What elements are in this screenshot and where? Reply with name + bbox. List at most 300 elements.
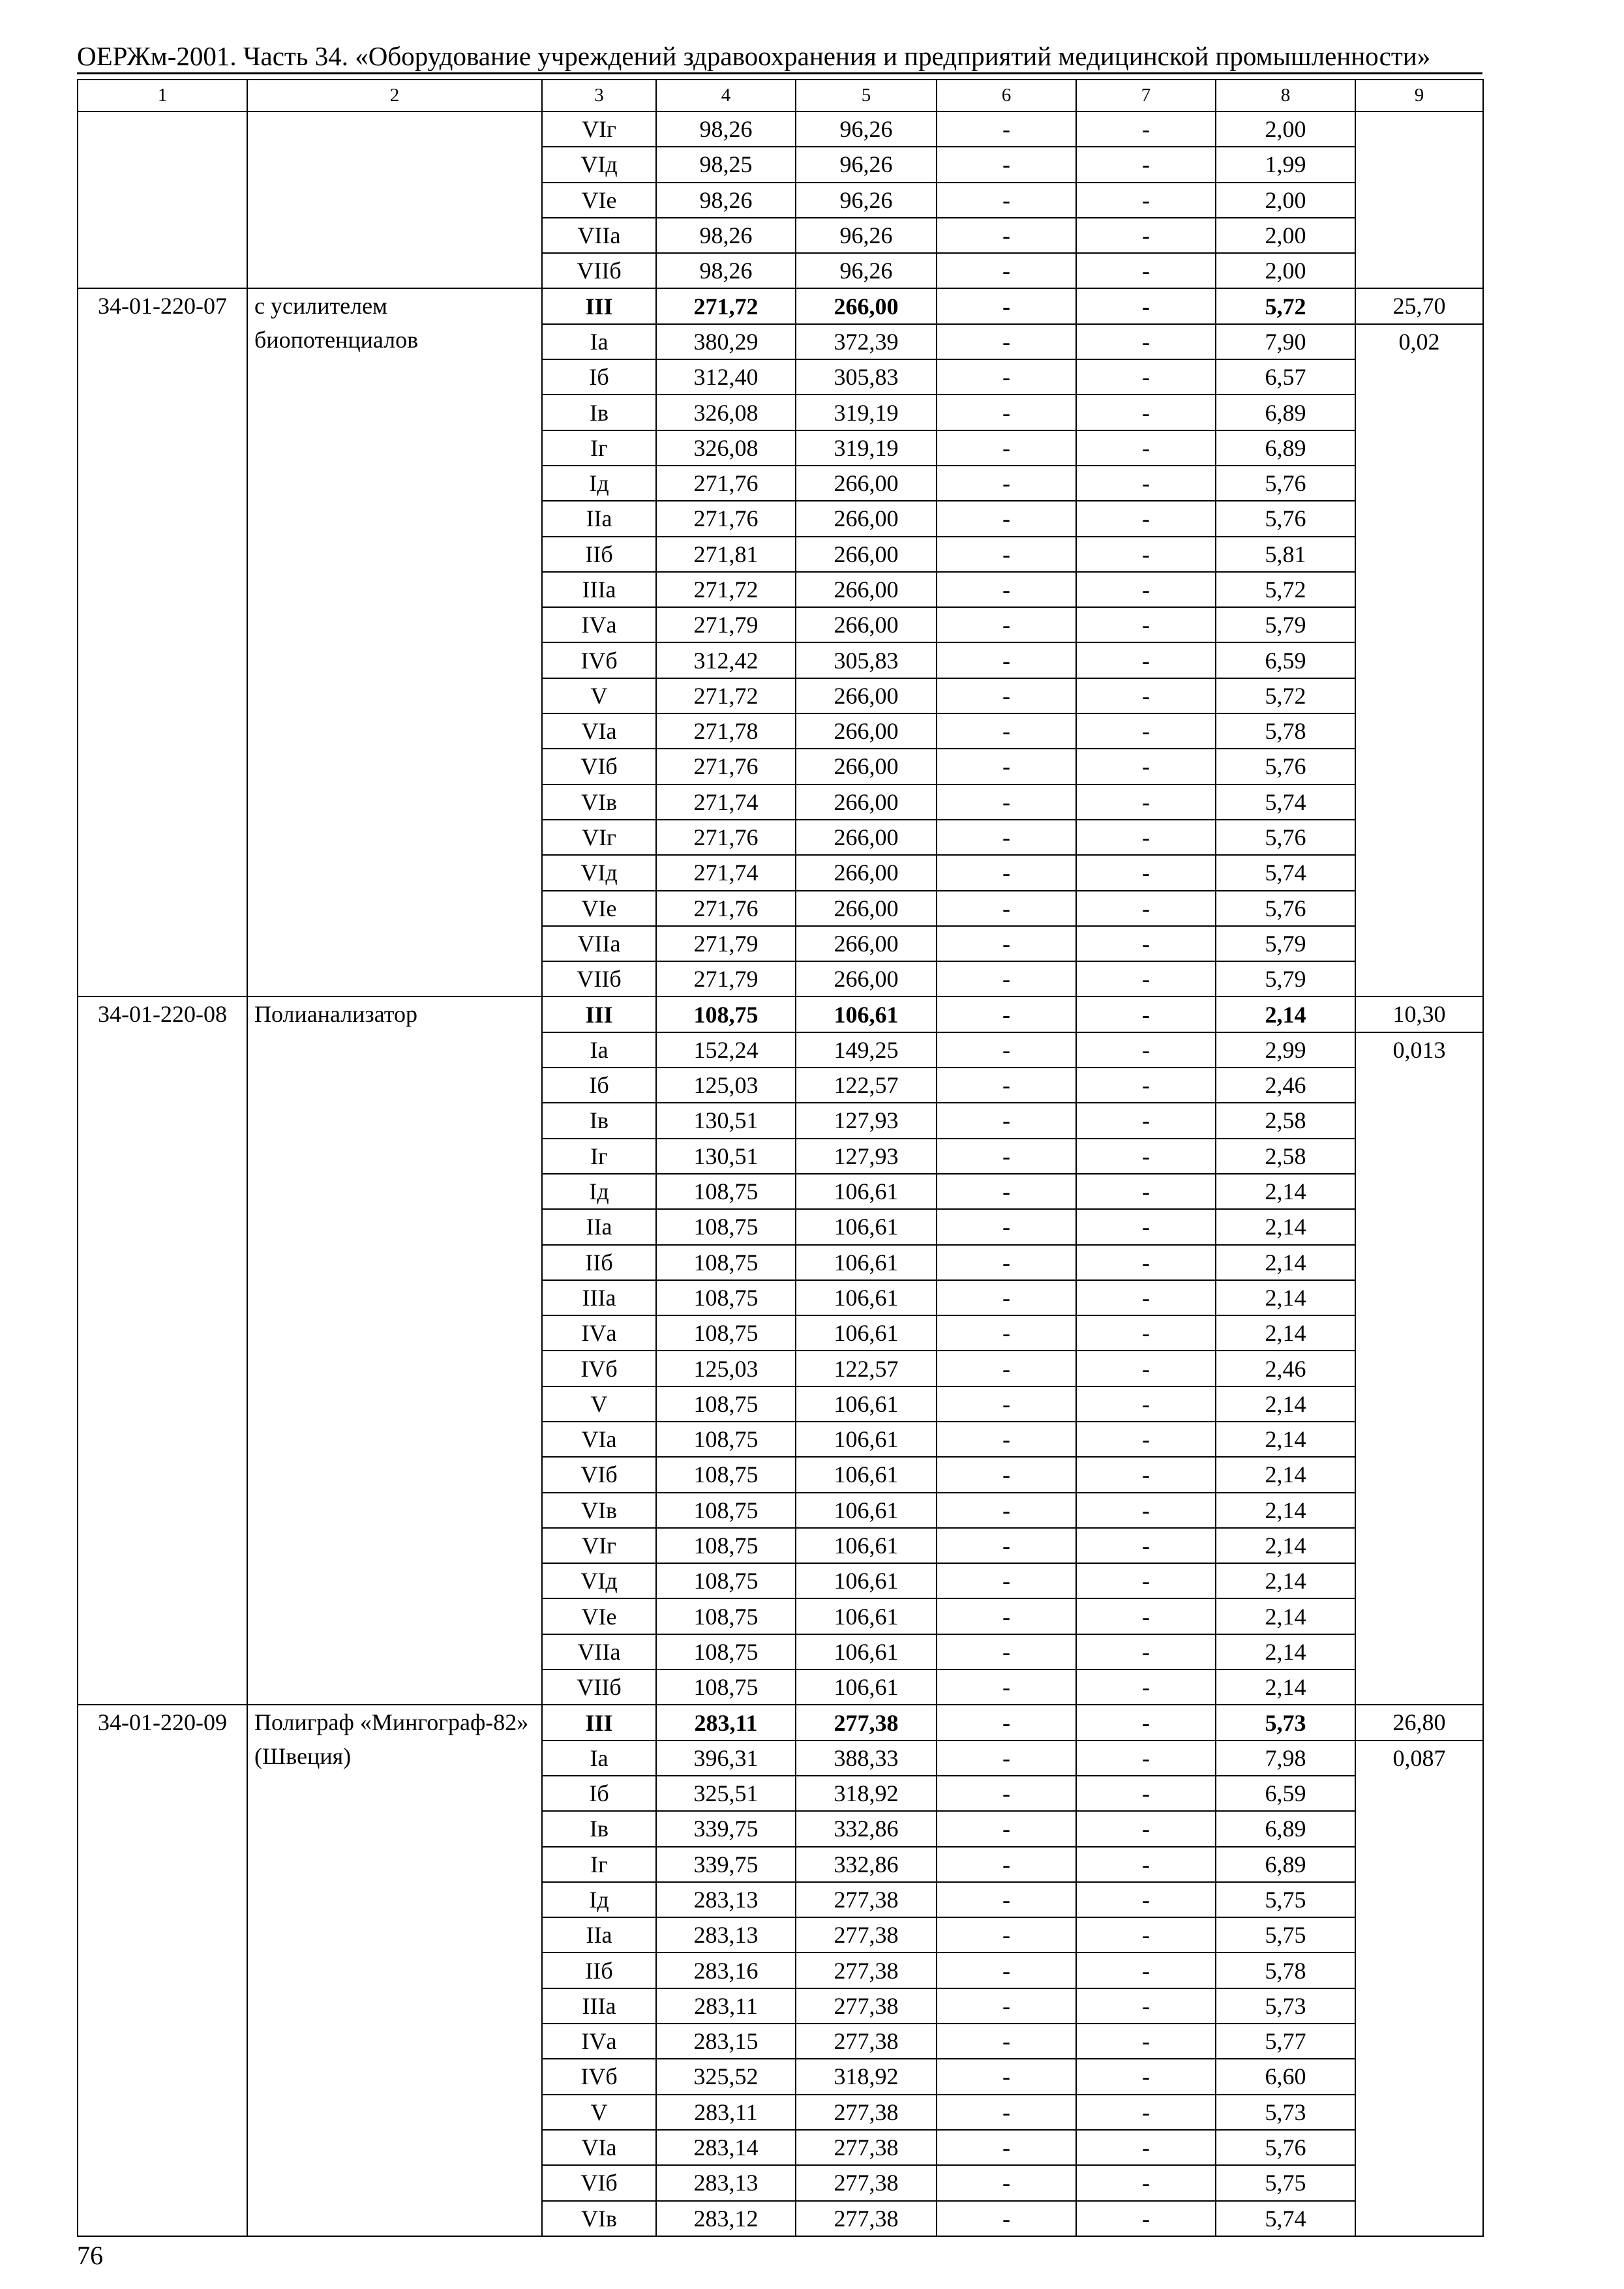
table-cell: 98,26 bbox=[656, 112, 796, 147]
table-cell: 339,75 bbox=[656, 1811, 796, 1846]
table-cell: 266,00 bbox=[796, 785, 937, 820]
table-cell: - bbox=[1076, 749, 1216, 784]
table-cell: 266,00 bbox=[796, 501, 937, 536]
table-cell: - bbox=[937, 1669, 1076, 1705]
table-cell: 266,00 bbox=[796, 572, 937, 607]
column-number: 9 bbox=[1355, 80, 1483, 112]
table-cell: VIе bbox=[542, 891, 656, 926]
table-cell: - bbox=[937, 1280, 1076, 1315]
table-cell: 127,93 bbox=[796, 1139, 937, 1174]
table-cell: 6,60 bbox=[1216, 2059, 1355, 2094]
table-cell: - bbox=[1076, 1032, 1216, 1068]
table-cell: - bbox=[1076, 183, 1216, 218]
table-cell: - bbox=[937, 395, 1076, 430]
table-cell: - bbox=[937, 253, 1076, 288]
table-cell: 277,38 bbox=[796, 1705, 937, 1740]
table-cell: - bbox=[1076, 1669, 1216, 1705]
table-cell: 305,83 bbox=[796, 642, 937, 678]
table-cell: 2,14 bbox=[1216, 1669, 1355, 1705]
rates-table bbox=[77, 79, 1484, 2237]
table-cell: - bbox=[1076, 891, 1216, 926]
table-cell: 266,00 bbox=[796, 713, 937, 749]
table-cell: 319,19 bbox=[796, 430, 937, 466]
table-cell: VIIб bbox=[542, 1669, 656, 1705]
table-cell: 271,74 bbox=[656, 855, 796, 890]
table-cell: 2,00 bbox=[1216, 253, 1355, 288]
table-cell: - bbox=[937, 1032, 1076, 1068]
table-cell: VIIб bbox=[542, 961, 656, 996]
table-cell: - bbox=[1076, 1988, 1216, 2024]
table-cell: 271,76 bbox=[656, 501, 796, 536]
table-cell: - bbox=[1076, 501, 1216, 536]
table-cell: - bbox=[937, 678, 1076, 713]
table-cell: 5,74 bbox=[1216, 2201, 1355, 2236]
table-cell: - bbox=[937, 785, 1076, 820]
table-cell: - bbox=[937, 1882, 1076, 1917]
table-cell: - bbox=[937, 537, 1076, 572]
table-cell: 6,89 bbox=[1216, 1847, 1355, 1882]
table-cell: - bbox=[1076, 713, 1216, 749]
table-cell: VIIб bbox=[542, 253, 656, 288]
table-cell: 98,26 bbox=[656, 218, 796, 253]
table-cell: VIд bbox=[542, 147, 656, 182]
table-cell: 122,57 bbox=[796, 1351, 937, 1386]
table-cell: 5,73 bbox=[1216, 1988, 1355, 2024]
table-cell: 277,38 bbox=[796, 2165, 937, 2200]
table-cell: 2,14 bbox=[1216, 1528, 1355, 1563]
table-cell: IIIа bbox=[542, 572, 656, 607]
resource-values bbox=[1355, 288, 1483, 996]
table-cell: - bbox=[1076, 1847, 1216, 1882]
page-number: 76 bbox=[77, 2241, 103, 2270]
table-cell: 277,38 bbox=[796, 1882, 937, 1917]
table-cell: - bbox=[1076, 1457, 1216, 1492]
table-cell: 266,00 bbox=[796, 820, 937, 855]
table-cell: 271,81 bbox=[656, 537, 796, 572]
table-cell: 96,26 bbox=[796, 147, 937, 182]
table-cell: 271,74 bbox=[656, 785, 796, 820]
resource-value: 0,013 bbox=[1392, 1037, 1446, 1064]
item-code: 34-01-220-09 bbox=[78, 1705, 247, 2236]
table-cell: IIб bbox=[542, 537, 656, 572]
table-cell: 5,78 bbox=[1216, 713, 1355, 749]
table-cell: 325,51 bbox=[656, 1776, 796, 1811]
table-cell: 266,00 bbox=[796, 855, 937, 890]
table-cell: 108,75 bbox=[656, 1457, 796, 1492]
table-cell: - bbox=[937, 1776, 1076, 1811]
table-cell: 6,89 bbox=[1216, 430, 1355, 466]
table-cell: - bbox=[937, 2201, 1076, 2236]
table-cell: - bbox=[937, 2059, 1076, 2094]
table-cell: VIв bbox=[542, 1493, 656, 1528]
table-cell: 277,38 bbox=[796, 1952, 937, 1988]
table-cell: Iв bbox=[542, 395, 656, 430]
table-cell: 2,46 bbox=[1216, 1068, 1355, 1103]
resource-value: 25,70 bbox=[1355, 289, 1483, 325]
table-cell: VIд bbox=[542, 855, 656, 890]
table-cell: IIIа bbox=[542, 1280, 656, 1315]
table-cell: - bbox=[1076, 324, 1216, 359]
table-cell: 5,75 bbox=[1216, 1882, 1355, 1917]
table-cell: VIе bbox=[542, 1598, 656, 1634]
table-cell: 106,61 bbox=[796, 1174, 937, 1209]
table-cell: 2,14 bbox=[1216, 1245, 1355, 1280]
table-cell: - bbox=[1076, 607, 1216, 642]
table-cell: 312,40 bbox=[656, 359, 796, 395]
table-cell: VIа bbox=[542, 713, 656, 749]
table-cell: - bbox=[937, 1811, 1076, 1846]
table-cell: 98,25 bbox=[656, 147, 796, 182]
table-cell: 372,39 bbox=[796, 324, 937, 359]
table-cell: VIг bbox=[542, 1528, 656, 1563]
table-cell: 332,86 bbox=[796, 1847, 937, 1882]
resource-values bbox=[1355, 112, 1483, 288]
table-cell: 5,73 bbox=[1216, 2095, 1355, 2130]
table-cell: 106,61 bbox=[796, 1669, 937, 1705]
table-cell: 108,75 bbox=[656, 1598, 796, 1634]
item-name bbox=[247, 112, 542, 288]
table-cell: 271,76 bbox=[656, 891, 796, 926]
table-cell: - bbox=[937, 855, 1076, 890]
table-cell: - bbox=[1076, 2095, 1216, 2130]
table-cell: - bbox=[937, 1528, 1076, 1563]
table-cell: VIг bbox=[542, 112, 656, 147]
item-name: Полиграф «Мингограф-82» (Швеция) bbox=[247, 1705, 542, 2236]
table-cell: 108,75 bbox=[656, 1174, 796, 1209]
table-cell: 2,99 bbox=[1216, 1032, 1355, 1068]
table-cell: 108,75 bbox=[656, 1634, 796, 1669]
column-number: 4 bbox=[656, 80, 796, 112]
item-name: Полианализатор bbox=[247, 996, 542, 1705]
column-number: 8 bbox=[1216, 80, 1355, 112]
table-cell: 2,58 bbox=[1216, 1139, 1355, 1174]
table-cell: 130,51 bbox=[656, 1103, 796, 1138]
table-cell: 266,00 bbox=[796, 537, 937, 572]
table-cell: - bbox=[1076, 1209, 1216, 1244]
table-cell: - bbox=[1076, 112, 1216, 147]
table-cell: 6,89 bbox=[1216, 395, 1355, 430]
table-cell: 2,14 bbox=[1216, 1634, 1355, 1669]
table-cell: 283,16 bbox=[656, 1952, 796, 1988]
table-cell: - bbox=[937, 926, 1076, 961]
table-cell: - bbox=[1076, 1245, 1216, 1280]
table-cell: 312,42 bbox=[656, 642, 796, 678]
table-cell: - bbox=[937, 642, 1076, 678]
table-cell: 277,38 bbox=[796, 1988, 937, 2024]
table-cell: - bbox=[937, 1741, 1076, 1776]
table-cell: Iа bbox=[542, 324, 656, 359]
table-cell: - bbox=[937, 466, 1076, 501]
table-cell: 2,14 bbox=[1216, 1493, 1355, 1528]
table-cell: IVб bbox=[542, 2059, 656, 2094]
table-cell: - bbox=[937, 1457, 1076, 1492]
table-cell: 283,11 bbox=[656, 2095, 796, 2130]
table-cell: III bbox=[542, 996, 656, 1032]
table-cell: 271,72 bbox=[656, 288, 796, 323]
table-cell: 6,59 bbox=[1216, 1776, 1355, 1811]
table-cell: 283,15 bbox=[656, 2024, 796, 2059]
table-cell: 2,00 bbox=[1216, 218, 1355, 253]
resource-values bbox=[1355, 1705, 1483, 2236]
table-cell: - bbox=[1076, 218, 1216, 253]
table-cell: 1,99 bbox=[1216, 147, 1355, 182]
table-cell: - bbox=[937, 891, 1076, 926]
table-cell: - bbox=[937, 820, 1076, 855]
resource-value: 26,80 bbox=[1355, 1705, 1483, 1741]
table-cell: - bbox=[937, 1351, 1076, 1386]
table-cell: IVб bbox=[542, 1351, 656, 1386]
table-cell: - bbox=[1076, 1068, 1216, 1103]
table-cell: 106,61 bbox=[796, 1386, 937, 1422]
column-number: 2 bbox=[247, 80, 542, 112]
table-cell: Iб bbox=[542, 359, 656, 395]
table-cell: - bbox=[1076, 537, 1216, 572]
table-cell: 5,72 bbox=[1216, 288, 1355, 323]
table-cell: 5,72 bbox=[1216, 572, 1355, 607]
table-cell: 5,77 bbox=[1216, 2024, 1355, 2059]
table-cell: 108,75 bbox=[656, 1315, 796, 1351]
table-cell: - bbox=[1076, 1315, 1216, 1351]
item-code: 34-01-220-08 bbox=[78, 996, 247, 1705]
table-cell: - bbox=[937, 2130, 1076, 2165]
table-cell: - bbox=[937, 1103, 1076, 1138]
table-cell: - bbox=[937, 1139, 1076, 1174]
table-cell: - bbox=[1076, 1493, 1216, 1528]
table-cell: IIа bbox=[542, 1917, 656, 1952]
table-cell: - bbox=[937, 359, 1076, 395]
table-cell: - bbox=[1076, 2165, 1216, 2200]
table-cell: Iг bbox=[542, 1847, 656, 1882]
table-cell: VIб bbox=[542, 2165, 656, 2200]
table-cell: - bbox=[1076, 1776, 1216, 1811]
table-cell: 266,00 bbox=[796, 961, 937, 996]
table-cell: Iа bbox=[542, 1741, 656, 1776]
table-row bbox=[78, 288, 1483, 323]
table-cell: - bbox=[1076, 395, 1216, 430]
table-cell: 7,98 bbox=[1216, 1741, 1355, 1776]
table-cell: - bbox=[937, 430, 1076, 466]
table-cell: 388,33 bbox=[796, 1741, 937, 1776]
table-cell: 106,61 bbox=[796, 1634, 937, 1669]
table-cell: VIв bbox=[542, 785, 656, 820]
table-cell: - bbox=[937, 1068, 1076, 1103]
table-cell: 5,76 bbox=[1216, 2130, 1355, 2165]
table-cell: - bbox=[937, 2024, 1076, 2059]
table-cell: 266,00 bbox=[796, 749, 937, 784]
table-cell: 5,76 bbox=[1216, 749, 1355, 784]
item-code: 34-01-220-07 bbox=[78, 288, 247, 996]
table-cell: 108,75 bbox=[656, 1422, 796, 1457]
table-cell: Iд bbox=[542, 1174, 656, 1209]
table-cell: - bbox=[937, 607, 1076, 642]
table-cell: 5,72 bbox=[1216, 678, 1355, 713]
table-cell: - bbox=[937, 1209, 1076, 1244]
item-code bbox=[78, 112, 247, 288]
table-cell: - bbox=[937, 288, 1076, 323]
table-cell: 2,14 bbox=[1216, 1174, 1355, 1209]
table-cell: - bbox=[937, 218, 1076, 253]
table-cell: - bbox=[937, 2165, 1076, 2200]
resource-value: 0,02 bbox=[1398, 329, 1440, 355]
table-cell: 122,57 bbox=[796, 1068, 937, 1103]
table-cell: 283,13 bbox=[656, 1882, 796, 1917]
table-cell: 96,26 bbox=[796, 112, 937, 147]
table-cell: - bbox=[937, 961, 1076, 996]
table-cell: 283,13 bbox=[656, 1917, 796, 1952]
table-cell: - bbox=[1076, 466, 1216, 501]
table-cell: 271,72 bbox=[656, 572, 796, 607]
table-cell: 127,93 bbox=[796, 1103, 937, 1138]
table-cell: 266,00 bbox=[796, 288, 937, 323]
table-cell: 96,26 bbox=[796, 253, 937, 288]
table-cell: 339,75 bbox=[656, 1847, 796, 1882]
table-cell: - bbox=[1076, 359, 1216, 395]
table-cell: - bbox=[1076, 147, 1216, 182]
table-cell: 5,73 bbox=[1216, 1705, 1355, 1740]
resource-values bbox=[1355, 996, 1483, 1705]
table-cell: IVа bbox=[542, 1315, 656, 1351]
table-cell: 106,61 bbox=[796, 1528, 937, 1563]
table-cell: 6,57 bbox=[1216, 359, 1355, 395]
table-cell: - bbox=[1076, 1422, 1216, 1457]
table-cell: - bbox=[937, 1174, 1076, 1209]
table-cell: 318,92 bbox=[796, 1776, 937, 1811]
table-cell: IVа bbox=[542, 2024, 656, 2059]
table-cell: 283,13 bbox=[656, 2165, 796, 2200]
table-row bbox=[78, 996, 1483, 1032]
table-row bbox=[78, 112, 1483, 147]
table-cell: Iб bbox=[542, 1776, 656, 1811]
table-cell: 266,00 bbox=[796, 926, 937, 961]
table-cell: - bbox=[1076, 996, 1216, 1032]
table-cell: 332,86 bbox=[796, 1811, 937, 1846]
table-cell: 106,61 bbox=[796, 1245, 937, 1280]
table-cell: 396,31 bbox=[656, 1741, 796, 1776]
table-cell: - bbox=[1076, 1917, 1216, 1952]
table-cell: - bbox=[937, 1634, 1076, 1669]
table-cell: IIа bbox=[542, 501, 656, 536]
table-cell: - bbox=[1076, 572, 1216, 607]
table-cell: 2,00 bbox=[1216, 183, 1355, 218]
table-cell: 96,26 bbox=[796, 183, 937, 218]
table-cell: 2,58 bbox=[1216, 1103, 1355, 1138]
table-cell: 319,19 bbox=[796, 395, 937, 430]
table-cell: 266,00 bbox=[796, 607, 937, 642]
table-cell: 6,89 bbox=[1216, 1811, 1355, 1846]
table-cell: 5,76 bbox=[1216, 466, 1355, 501]
table-cell: 271,76 bbox=[656, 466, 796, 501]
table-cell: 98,26 bbox=[656, 253, 796, 288]
table-cell: Iв bbox=[542, 1103, 656, 1138]
table-cell: 106,61 bbox=[796, 1422, 937, 1457]
table-cell: 98,26 bbox=[656, 183, 796, 218]
table-cell: 283,12 bbox=[656, 2201, 796, 2236]
table-cell: IIIа bbox=[542, 1988, 656, 2024]
table-cell: - bbox=[1076, 1174, 1216, 1209]
table-cell: - bbox=[1076, 642, 1216, 678]
table-cell: 96,26 bbox=[796, 218, 937, 253]
table-cell: - bbox=[937, 1422, 1076, 1457]
table-cell: 5,76 bbox=[1216, 501, 1355, 536]
table-cell: - bbox=[1076, 961, 1216, 996]
table-cell: IIб bbox=[542, 1245, 656, 1280]
table-cell: 106,61 bbox=[796, 1563, 937, 1598]
table-cell: - bbox=[1076, 1952, 1216, 1988]
table-cell: 5,79 bbox=[1216, 607, 1355, 642]
table-cell: 106,61 bbox=[796, 1209, 937, 1244]
table-cell: 271,79 bbox=[656, 926, 796, 961]
resource-value: 0,087 bbox=[1392, 1745, 1446, 1772]
table-cell: - bbox=[937, 1315, 1076, 1351]
table-cell: 106,61 bbox=[796, 1315, 937, 1351]
table-cell: 271,79 bbox=[656, 961, 796, 996]
table-cell: - bbox=[937, 1988, 1076, 2024]
table-cell: - bbox=[1076, 1634, 1216, 1669]
table-cell: 380,29 bbox=[656, 324, 796, 359]
table-cell: - bbox=[1076, 785, 1216, 820]
table-cell: 271,78 bbox=[656, 713, 796, 749]
table-cell: 2,14 bbox=[1216, 1386, 1355, 1422]
table-row bbox=[78, 1705, 1483, 1740]
table-cell: 5,75 bbox=[1216, 2165, 1355, 2200]
table-cell: VIе bbox=[542, 183, 656, 218]
table-cell: - bbox=[937, 147, 1076, 182]
table-cell: 277,38 bbox=[796, 2024, 937, 2059]
table-cell: 305,83 bbox=[796, 359, 937, 395]
table-cell: - bbox=[1076, 2059, 1216, 2094]
table-cell: 2,14 bbox=[1216, 1209, 1355, 1244]
table-cell: - bbox=[1076, 1528, 1216, 1563]
table-cell: - bbox=[937, 1563, 1076, 1598]
table-cell: - bbox=[1076, 1882, 1216, 1917]
table-cell: 5,81 bbox=[1216, 537, 1355, 572]
table-cell: 5,76 bbox=[1216, 820, 1355, 855]
header-rule bbox=[77, 72, 1482, 74]
table-cell: - bbox=[937, 749, 1076, 784]
table-cell: 326,08 bbox=[656, 395, 796, 430]
table-cell: 283,11 bbox=[656, 1705, 796, 1740]
table-cell: V bbox=[542, 678, 656, 713]
table-cell: 7,90 bbox=[1216, 324, 1355, 359]
table-cell: 125,03 bbox=[656, 1068, 796, 1103]
item-name: с усилителем биопотенциалов bbox=[247, 288, 542, 996]
column-number: 3 bbox=[542, 80, 656, 112]
table-cell: - bbox=[937, 1245, 1076, 1280]
table-cell: 108,75 bbox=[656, 1528, 796, 1563]
table-cell: - bbox=[1076, 926, 1216, 961]
table-cell: 266,00 bbox=[796, 891, 937, 926]
table-cell: - bbox=[1076, 855, 1216, 890]
table-cell: VIг bbox=[542, 820, 656, 855]
table-cell: 318,92 bbox=[796, 2059, 937, 2094]
table-cell: 108,75 bbox=[656, 1209, 796, 1244]
column-number: 1 bbox=[78, 80, 247, 112]
table-cell: 2,14 bbox=[1216, 1457, 1355, 1492]
table-cell: III bbox=[542, 288, 656, 323]
table-cell: 2,00 bbox=[1216, 112, 1355, 147]
table-cell: 106,61 bbox=[796, 1457, 937, 1492]
table-cell: - bbox=[1076, 2201, 1216, 2236]
table-cell: 2,46 bbox=[1216, 1351, 1355, 1386]
table-cell: 277,38 bbox=[796, 2201, 937, 2236]
table-cell: III bbox=[542, 1705, 656, 1740]
table-cell: 5,74 bbox=[1216, 785, 1355, 820]
table-cell: - bbox=[1076, 1705, 1216, 1740]
table-cell: - bbox=[937, 2095, 1076, 2130]
table-cell: - bbox=[1076, 1351, 1216, 1386]
table-cell: - bbox=[937, 1598, 1076, 1634]
table-cell: 277,38 bbox=[796, 1917, 937, 1952]
